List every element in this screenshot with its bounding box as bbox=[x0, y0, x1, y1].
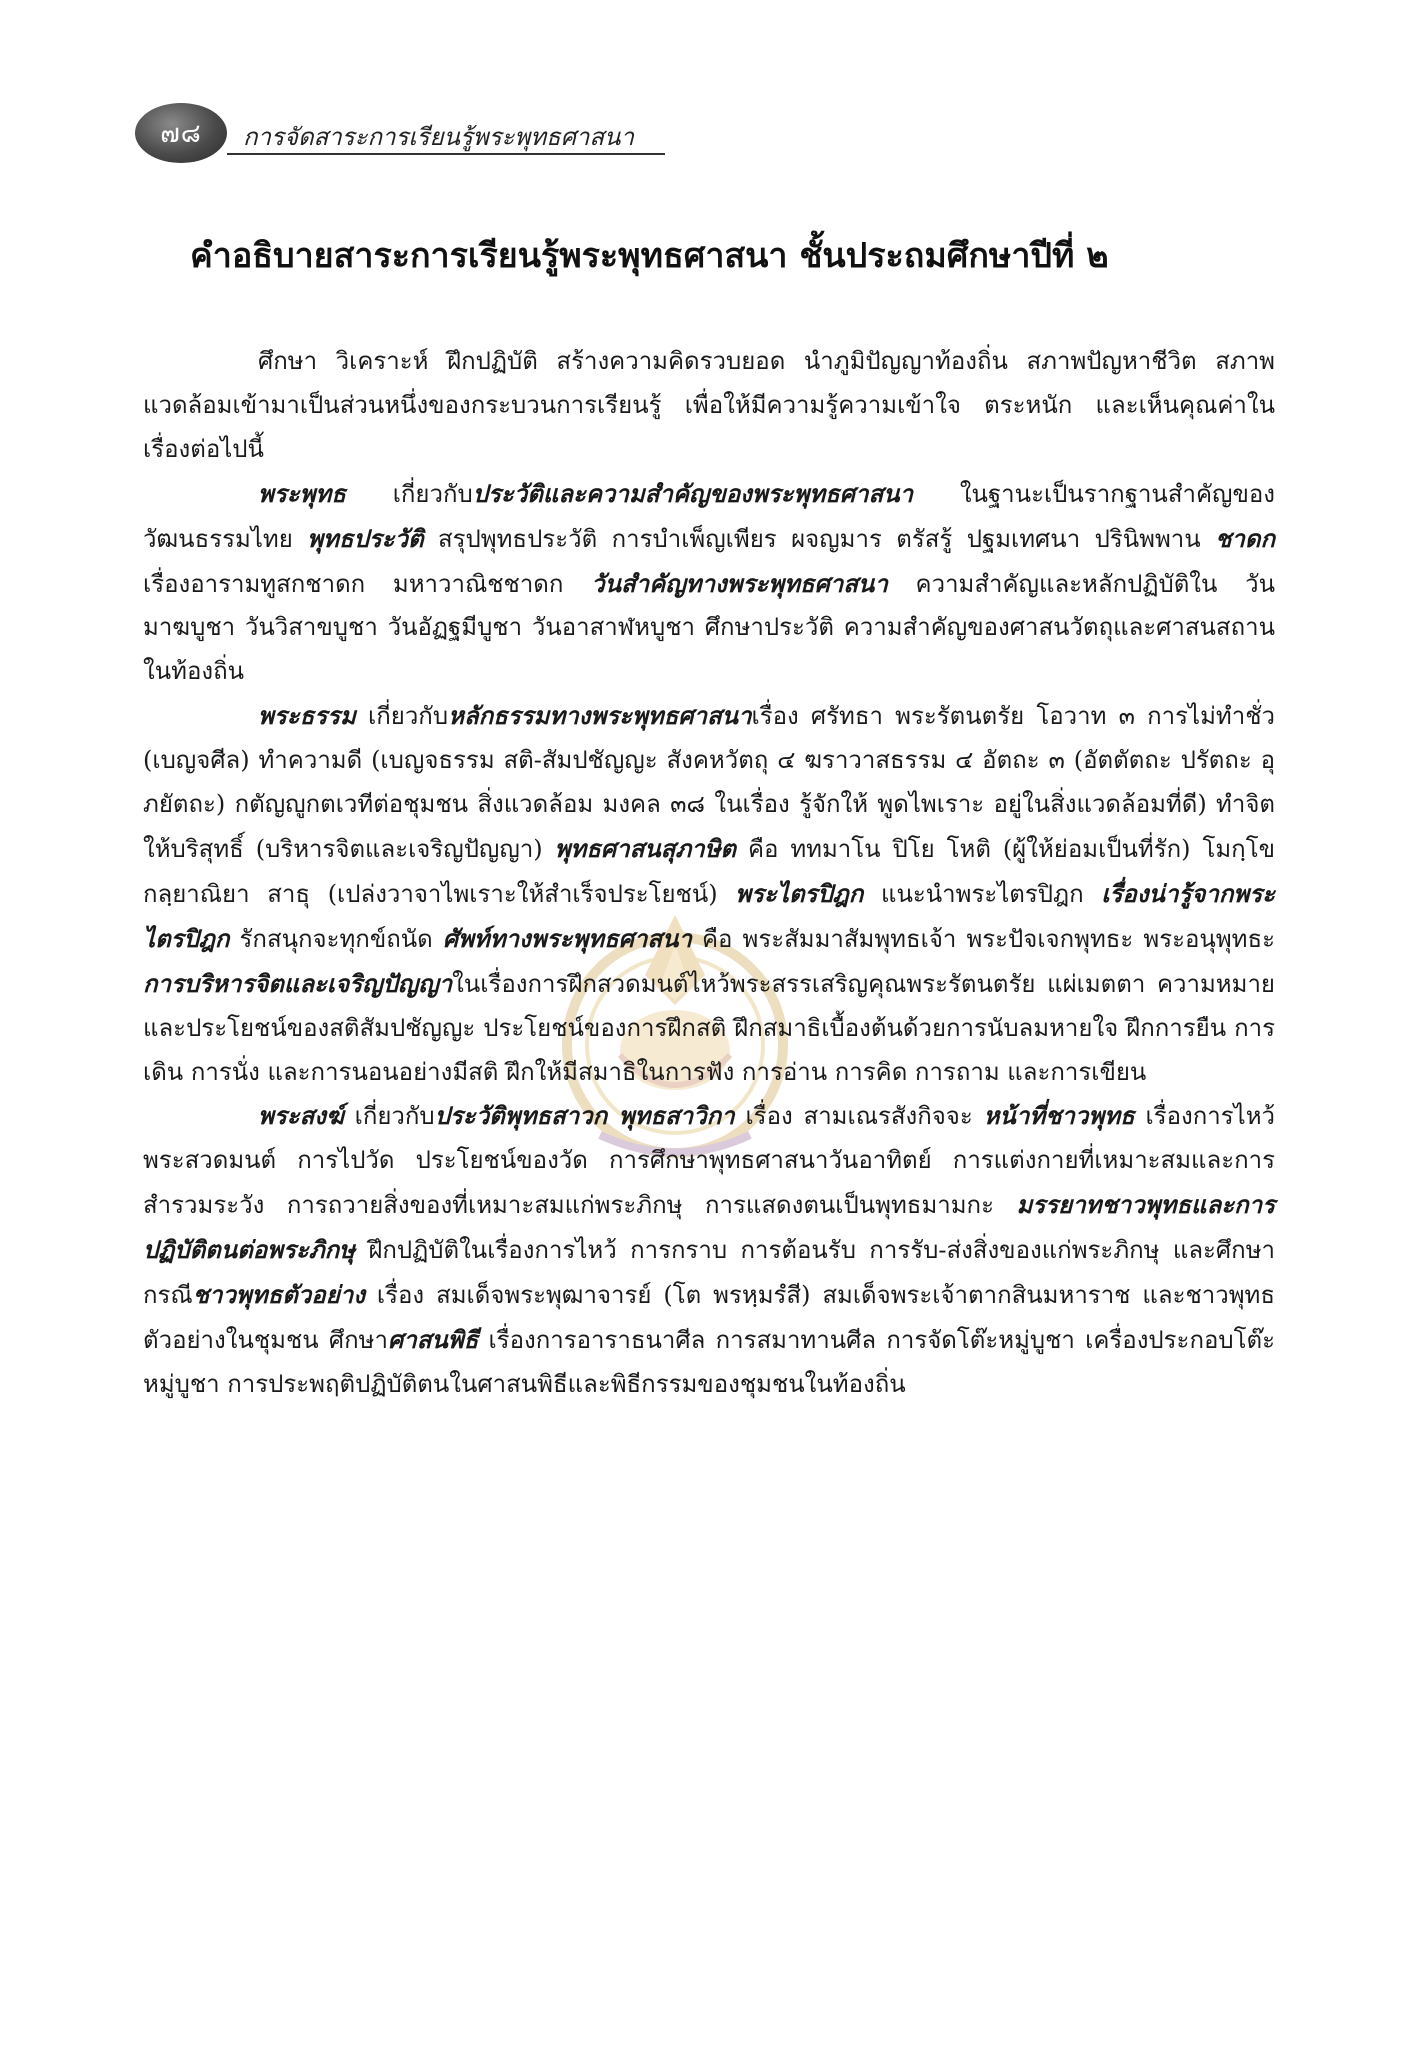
emphasized-term: ศัพท์ทางพระพุทธศาสนา bbox=[442, 923, 692, 953]
emphasized-term: หน้าที่ชาวพุทธ bbox=[983, 1101, 1135, 1131]
paragraph bbox=[143, 694, 1275, 1094]
body-text bbox=[143, 340, 1275, 1407]
text-run: คือ พระสัมมาสัมพุทธเจ้า พระปัจเจกพุทธะ พระอนุพุทธะ bbox=[691, 924, 1276, 953]
text-run: ฝึกปฏิบัติในเรื่องการไหว้ การกราบ การต้อนรับ การรับ-ส่งสิ่งของแก่พระภิกษุ และศึกษากรณี bbox=[143, 1236, 1275, 1310]
emphasized-term: วันสำคัญทางพระพุทธศาสนา bbox=[591, 568, 888, 598]
emphasized-term: ชาวพุทธตัวอย่าง bbox=[192, 1280, 365, 1310]
paragraph bbox=[143, 472, 1275, 695]
emphasized-term: ประวัติพุทธสาวก พุทธสาวิกา bbox=[434, 1101, 735, 1131]
page-title: คำอธิบายสาระการเรียนรู้พระพุทธศาสนา ชั้นประถมศึกษาปีที่ ๒ bbox=[190, 236, 1109, 276]
emphasized-term: พระธรรม bbox=[258, 701, 356, 731]
header-rule bbox=[227, 153, 665, 155]
emphasized-term: ประวัติและความสำคัญของพระพุทธศาสนา bbox=[472, 478, 914, 508]
paragraph bbox=[143, 1094, 1275, 1406]
emphasized-term: พุทธประวัติ bbox=[307, 523, 424, 553]
text-run: เกี่ยวกับ bbox=[343, 1102, 435, 1131]
paragraph bbox=[143, 340, 1275, 472]
text-run: สรุปพุทธประวัติ การบำเพ็ญเพียร ผจญมาร ตรัสรู้ ปฐมเทศนา ปรินิพพาน bbox=[423, 524, 1216, 553]
text-run: เกี่ยวกับ bbox=[355, 702, 449, 731]
text-run: แนะนำพระไตรปิฎก bbox=[863, 879, 1102, 908]
text-run: เรื่องการไหว้พระสวดมนต์ การไปวัด ประโยชน์ของวัด การศึกษาพุทธศาสนาวันอาทิตย์ การแต่งกายที่เหมาะสมและการสำรวมระวัง การถวายสิ่งของที่เหมาะสมแก่พระภิกษุ การแสดงตนเป็นพุทธมามกะ bbox=[143, 1102, 1276, 1220]
text-run: ศึกษา วิเคราะห์ ฝึกปฏิบัติ สร้างความคิดรวบยอด นำภูมิปัญญาท้องถิ่น สภาพปัญหาชีวิต สภาพแวดล้อมเข้ามาเป็นส่วนหนึ่งของกระบวนการเรียนรู้ เพื่อให้มีความรู้ความเข้าใจ ตระหนัก และเห็นคุณค่าในเรื่องต่อไปนี้ bbox=[143, 347, 1275, 463]
emphasized-term: พุทธศาสนสุภาษิต bbox=[554, 833, 737, 863]
text-run: เรื่อง ศรัทธา พระรัตนตรัย โอวาท ๓ การไม่ทำชั่ว (เบญจศีล) ทำความดี (เบญจธรรม สติ-สัมปชัญญะ สังคหวัตถุ ๔ ฆราวาสธรรม ๔ อัตถะ ๓ (อัตตัตถะ ปรัตถะ อุภยัตถะ) กตัญญูกตเวทีต่อชุมชน สิ่งแวดล้อม มงคล ๓๘ ในเรื่อง รู้จักให้ พูดไพเราะ อยู่ในสิ่งแวดล้อมที่ดี) ทำจิตให้บริสุทธิ์ (บริหารจิตและเจริญปัญญา) bbox=[143, 702, 1275, 863]
text-run: คือ ททมาโน ปิโย โหติ (ผู้ให้ย่อมเป็นที่รัก) โมกฺโข กลฺยาณิยา สาธุ (เปล่งวาจาไพเราะให้สำเร็จประโยชน์) bbox=[143, 834, 1275, 908]
text-run: เรื่อง สามเณรสังกิจจะ bbox=[734, 1102, 984, 1131]
text-run: ในเรื่องการฝึกสวดมนต์ไหว้พระสรรเสริญคุณพระรัตนตรัย แผ่เมตตา ความหมายและประโยชน์ของสติสัมปชัญญะ ประโยชน์ของการฝึกสติ ฝึกสมาธิเบื้องต้นด้วยการนับลมหายใจ ฝึกการยืน การเดิน การนั่ง และการนอนอย่างมีสติ ฝึกให้มีสมาธิในการฟัง การอ่าน การคิด การถาม และการเขียน bbox=[143, 969, 1275, 1086]
text-run: ในฐานะเป็นรากฐานสำคัญของวัฒนธรรมไทย bbox=[143, 479, 1275, 553]
emphasized-term: พระไตรปิฎก bbox=[735, 878, 864, 908]
text-run: เกี่ยวกับ bbox=[345, 479, 473, 508]
emphasized-term: เรื่องน่ารู้จากพระไตรปิฎก bbox=[143, 878, 1275, 953]
emphasized-term: พระสงฆ์ bbox=[258, 1101, 344, 1131]
running-header bbox=[135, 103, 665, 173]
emphasized-term: หลักธรรมทางพระพุทธศาสนา bbox=[448, 701, 752, 731]
text-run: รักสนุกจะทุกข์ถนัด bbox=[229, 924, 443, 953]
emphasized-term: มรรยาทชาวพุทธและการปฏิบัติตนต่อพระภิกษุ bbox=[143, 1190, 1275, 1265]
emphasized-term: ชาดก bbox=[1215, 523, 1275, 553]
text-run: เรื่องการอาราธนาศีล การสมาทานศีล การจัดโต๊ะหมู่บูชา เครื่องประกอบโต๊ะหมู่บูชา การประพฤติปฏิบัติตนในศาสนพิธีและพิธีกรรมของชุมชนในท้องถิ่น bbox=[143, 1325, 1275, 1398]
text-run: เรื่อง สมเด็จพระพุฒาจารย์ (โต พรหฺมรํสี) สมเด็จพระเจ้าตากสินมหาราช และชาวพุทธตัวอย่างในชุมชน ศึกษา bbox=[143, 1281, 1275, 1354]
running-title: การจัดสาระการเรียนรู้พระพุทธศาสนา bbox=[243, 123, 634, 151]
text-run: เรื่องอารามทูสกชาดก มหาวาณิชชาดก bbox=[143, 569, 592, 598]
page-number-badge: ๗๘ bbox=[135, 103, 227, 163]
emphasized-term: พระพุทธ bbox=[258, 478, 346, 508]
emphasized-term: การบริหารจิตและเจริญปัญญา bbox=[143, 968, 453, 998]
text-run: ความสำคัญและหลักปฏิบัติใน วันมาฆบูชา วันวิสาขบูชา วันอัฏฐมีบูชา วันอาสาฬหบูชา ศึกษาประวัติ ความสำคัญของศาสนวัตถุและศาสนสถานในท้องถิ่น bbox=[143, 569, 1276, 686]
emphasized-term: ศาสนพิธี bbox=[387, 1324, 479, 1354]
